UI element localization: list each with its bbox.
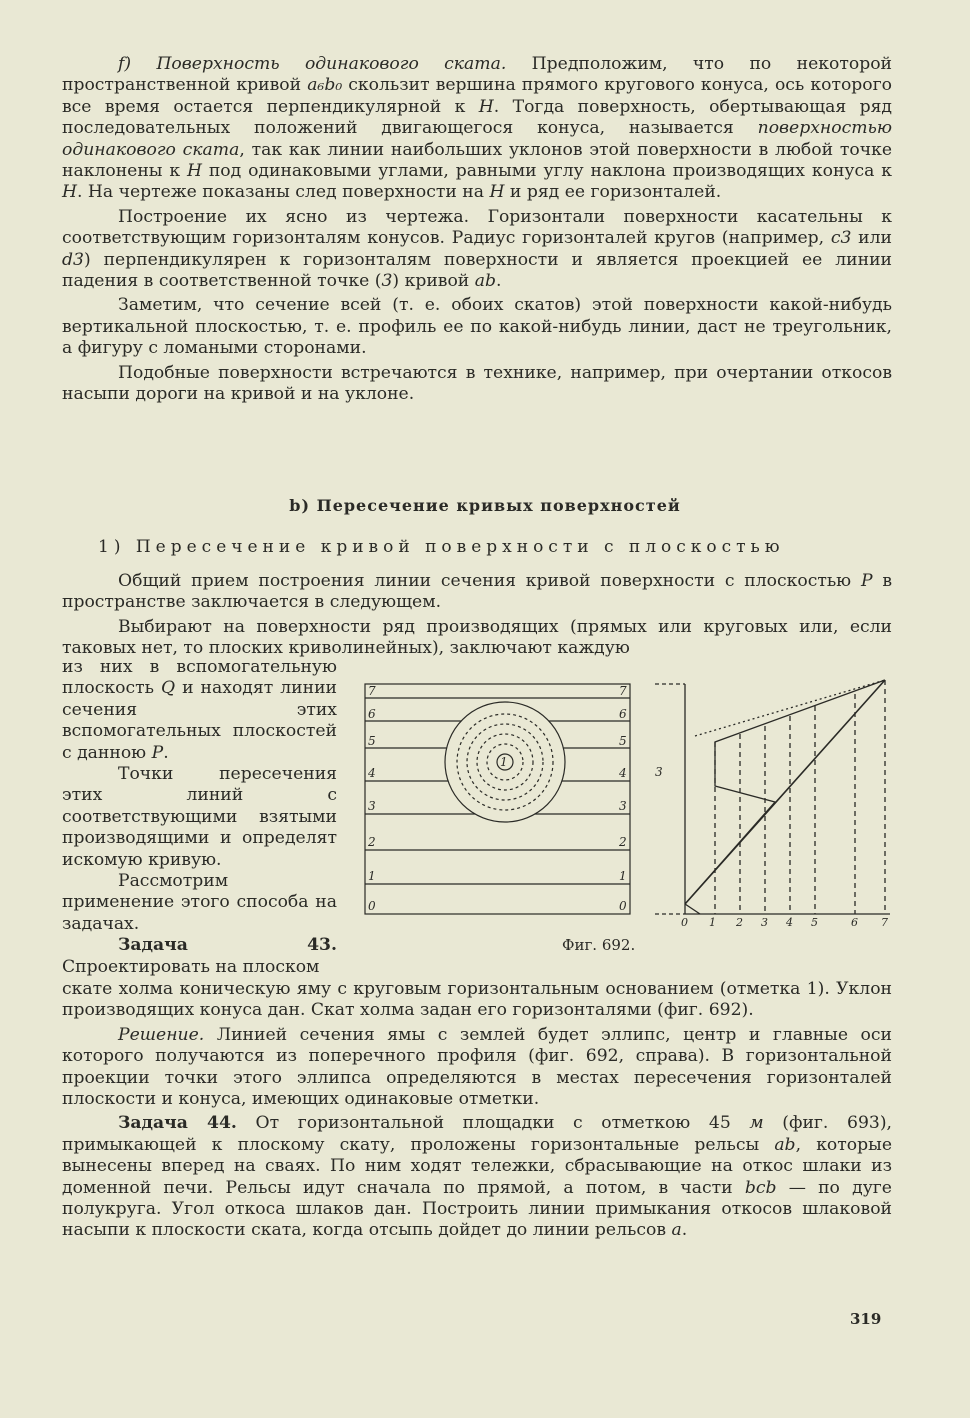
text-run: и ряд ее горизонталей.: [504, 182, 722, 203]
symbol-p: P: [151, 742, 164, 763]
bottom-label: 5: [811, 916, 818, 926]
paragraph-general-method: [62, 571, 892, 614]
text-run: От горизонтальной площадки с отметкою 45: [236, 1113, 750, 1134]
page-number: 319: [850, 1310, 882, 1328]
text-run: , так как линии наибольших уклонов этой поверхности в любой точке наклонены к: [62, 139, 892, 182]
right-label: 7: [619, 684, 627, 698]
symbol-ab: ab: [774, 1134, 796, 1155]
symbol-a: a: [671, 1220, 682, 1241]
paragraph-solution: [62, 1025, 892, 1111]
left-label: 3: [368, 799, 376, 813]
paragraph-note: Заметим, что сечение всей (т. е. обоих скатов) этой поверхности какой-нибудь вертикальной плоскостью, т. е. профиль ее по какой-нибудь линии, даст не треугольник, а фигуру с ломаными сторонами.: [62, 295, 892, 359]
term-surface: поверхностью одинакового ската: [62, 118, 892, 160]
right-label: 1: [619, 869, 627, 883]
figure-caption: Фиг. 692.: [562, 936, 636, 954]
text-run: Линией сечения ямы с землей будет эллипс, центр и главные оси которого получаются из поперечного профиля (фиг. 692, справа). В горизонтальной проекции точки этого эллипса определяются в местах пересечения горизонталей плоскости и конуса, имеющих одинаковые отметки.: [62, 1024, 892, 1110]
paragraph-choose: Выбирают на поверхности ряд производящих (прямых или круговых или, если таковых нет, то плоских криволинейных), заключают каждую: [62, 616, 892, 659]
right-label: 3: [619, 799, 627, 813]
text-run: и находят линии сечения этих вспомогательных плоскостей с данною: [62, 678, 337, 763]
text-run: ) кривой: [392, 271, 475, 292]
paragraph-points: Точки пересечения этих линий с соответствующими взятыми производящими и определят искомую кривую.: [62, 764, 337, 870]
hatch-line: [685, 904, 700, 914]
text-run: под одинаковыми углами, равными углу наклона производящих конуса к: [201, 161, 892, 182]
symbol-bcb: bcb: [744, 1177, 777, 1198]
left-column-text: [62, 657, 337, 978]
symbol-ab: ab: [474, 271, 496, 292]
symbol-q: Q: [160, 678, 176, 699]
right-label: 0: [619, 899, 627, 913]
left-label: 1: [368, 869, 376, 883]
text-block-general: [62, 571, 892, 660]
profile-bottom-labels: [681, 916, 888, 926]
text-run: Общий прием построения линии сечения кривой поверхности с плоскостью: [118, 571, 861, 591]
text-run: Построение их ясно из чертежа. Горизонтали поверхности касательны к соответствующим горизонталям конусов. Радиус горизонталей кругов (например,: [62, 206, 892, 249]
task-label: Задача 44.: [118, 1113, 237, 1134]
bottom-label: 0: [681, 916, 688, 926]
bottom-label: 4: [786, 916, 793, 926]
paragraph-similar: Подобные поверхности встречаются в технике, например, при очертании откосов насыпи дороги на кривой и на уклоне.: [62, 362, 892, 405]
left-label: 6: [368, 707, 376, 721]
right-label: 4: [619, 766, 627, 780]
solution-label: Решение.: [118, 1024, 205, 1045]
symbol-point: 3: [381, 271, 393, 292]
paragraph-title: Поверхность одинакового ската.: [156, 54, 507, 74]
text-run: , которые вынесены вперед на сваях. По ним ходят тележки, сбрасывающие на откос шлаки из доменной печи. Рельсы идут сначала по прямой, а потом, в части: [62, 1134, 892, 1198]
text-run: в пространстве заключается в следующем.: [62, 571, 893, 613]
subsection-heading-1: 1) Пересечение кривой поверхности с плоскостью: [98, 537, 785, 557]
left-label: 4: [368, 766, 376, 780]
left-label: 5: [368, 734, 376, 748]
paragraph-task-44: [62, 1113, 892, 1241]
right-label: 6: [619, 707, 627, 721]
figure-profile-view: [685, 680, 890, 914]
paragraph-task-43: [62, 935, 337, 978]
text-run: .: [681, 1220, 688, 1241]
task-label: Задача 43.: [118, 935, 337, 956]
left-label: 7: [368, 684, 376, 698]
right-label: 5: [619, 734, 627, 748]
text-run: или: [851, 228, 892, 249]
paragraph-continued: [62, 657, 337, 764]
left-label: 2: [368, 835, 376, 849]
unit-m: м: [749, 1113, 764, 1134]
text-run: . Тогда поверхность, обертывающая ряд последовательных положений двигающегося конуса, называется: [62, 96, 892, 139]
text-run: .: [495, 271, 502, 292]
symbol-c3: c3: [830, 228, 852, 249]
figure-plan-view: [365, 684, 685, 914]
bottom-label: 6: [851, 916, 858, 926]
text-run: Предположим, что по некоторой пространственной кривой: [62, 54, 893, 96]
bottom-label: 2: [736, 916, 743, 926]
text-run: из них в вспомогательную плоскость: [62, 657, 337, 699]
text-run: Спроектировать на плоском: [62, 956, 320, 977]
paragraph-consider: Рассмотрим применение этого способа на задачах.: [62, 871, 337, 934]
text-run: ) перпендикулярен к горизонталям поверхности и является проекцией ее линии падения в соответственной точке (: [62, 249, 892, 292]
text-block-bottom: [62, 979, 892, 1242]
symbol-h: H: [489, 182, 505, 203]
right-label: 2: [619, 835, 627, 849]
left-label: 0: [368, 899, 376, 913]
symbol-h: H: [478, 96, 494, 117]
text-run: .: [163, 742, 169, 763]
bottom-label: 7: [881, 916, 888, 926]
side-label: 3: [655, 765, 663, 779]
symbol-h: H: [62, 182, 77, 203]
bottom-label: 1: [709, 916, 716, 926]
figure-692: [355, 676, 895, 926]
section-heading-b: b) Пересечение кривых поверхностей: [289, 496, 681, 515]
text-run: (фиг. 693), примыкающей к плоскому скату, проложены горизонтальные рельсы: [62, 1113, 892, 1155]
item-letter: f): [118, 54, 132, 74]
text-run: . На чертеже показаны след поверхности на: [77, 182, 490, 203]
text-run: — по дуге полукруга. Угол откоса шлаков дан. Построить линии примыкания откосов шлаковой насыпи к плоскости ската, когда отсыпь дойдет до линии рельсов: [62, 1177, 892, 1241]
text-block-top: [62, 54, 892, 406]
text-run: скользит вершина прямого кругового конуса, ось которого все время остается перпендикулярной к: [62, 75, 893, 117]
symbol-d3: d3: [62, 249, 84, 270]
symbol-p: P: [860, 571, 873, 591]
bottom-label: 3: [761, 916, 768, 926]
symbol-a6b0: a₆b₀: [307, 75, 343, 96]
paragraph-task-43-rest: скате холма коническую яму с круговым горизонтальным основанием (отметка 1). Уклон производящих конуса дан. Скат холма задан его горизонталями (фиг. 692).: [62, 979, 892, 1021]
paragraph-construction: [62, 207, 892, 293]
center-label: 1: [500, 755, 508, 769]
paragraph-surface-equal-slope: [62, 54, 892, 204]
symbol-h: H: [186, 161, 202, 182]
